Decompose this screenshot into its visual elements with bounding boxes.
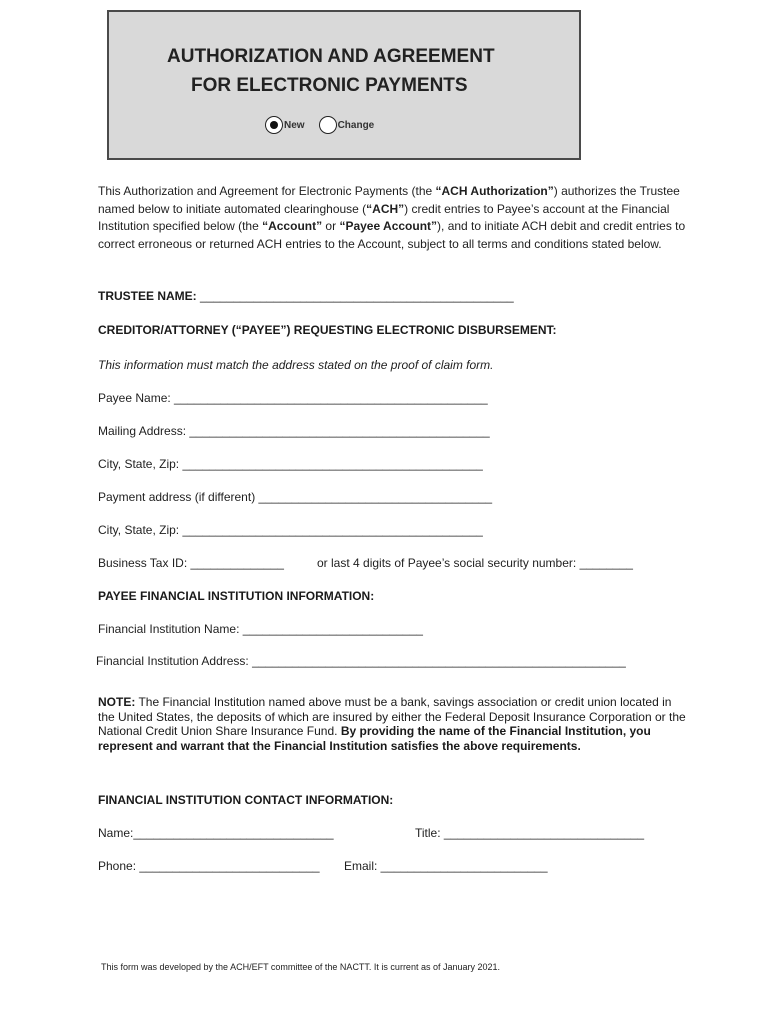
payment-address-field[interactable]: Payment address (if different) ___________________________________ <box>98 490 493 504</box>
contact-phone-field[interactable]: Phone: ___________________________ <box>98 859 320 873</box>
note-text: The Financial Institution named above must be a bank, savings association or credit union located in the United States, the deposits of which are insured by either the Federal Deposit Insurance Corporation or the National Credit Union Share Insurance Fund. <box>98 695 686 738</box>
trustee-name-line[interactable]: _______________________________________________ <box>200 289 514 303</box>
intro-text-3: ) credit entries to Payee’s account at the Financial Institution specified below (the <box>98 201 670 233</box>
intro-paragraph <box>98 183 688 253</box>
payment-city-state-zip-field[interactable]: City, State, Zip: _____________________________________________ <box>98 523 483 537</box>
form-footer: This form was developed by the ACH/EFT committee of the NACTT. It is current as of January 2021. <box>101 962 501 972</box>
business-tax-id-field[interactable]: Business Tax ID: ______________ <box>98 556 284 570</box>
trustee-name-field[interactable] <box>98 289 514 303</box>
note-warranty-text: By providing the name of the Financial Institution, you represent and warrant that the Financial Institution satisfies the above requirements. <box>98 724 651 753</box>
fi-contact-heading: FINANCIAL INSTITUTION CONTACT INFORMATION: <box>98 793 394 807</box>
fi-name-field[interactable]: Financial Institution Name: ___________________________ <box>98 622 423 636</box>
payee-fi-heading: PAYEE FINANCIAL INSTITUTION INFORMATION: <box>98 589 375 603</box>
radio-selected-icon[interactable] <box>265 116 283 134</box>
contact-name-field[interactable]: Name:______________________________ <box>98 826 334 840</box>
fi-address-field[interactable]: Financial Institution Address: ________________________________________________________ <box>96 654 626 668</box>
mailing-address-field[interactable]: Mailing Address: _____________________________________________ <box>98 424 490 438</box>
fi-requirements-note <box>98 695 688 753</box>
trustee-name-label: TRUSTEE NAME: <box>98 289 197 303</box>
intro-text-4: or <box>322 219 340 233</box>
city-state-zip-field[interactable]: City, State, Zip: _____________________________________________ <box>98 457 483 471</box>
intro-text-1: This Authorization and Agreement for Electronic Payments (the <box>98 184 436 198</box>
form-title-line-1: AUTHORIZATION AND AGREEMENT <box>167 46 495 67</box>
radio-option-change[interactable] <box>319 116 375 134</box>
radio-label-change: Change <box>337 119 375 131</box>
contact-title-field[interactable]: Title: ______________________________ <box>415 826 645 840</box>
form-header-box <box>107 10 581 160</box>
radio-unselected-icon[interactable] <box>319 116 337 134</box>
new-change-radio-group <box>265 116 388 134</box>
contact-email-field[interactable]: Email: _________________________ <box>344 859 548 873</box>
intro-term-ach: “ACH” <box>366 201 405 216</box>
note-label: NOTE: <box>98 695 136 709</box>
intro-term-account: “Account” <box>262 219 323 233</box>
payee-name-field[interactable]: Payee Name: _______________________________________________ <box>98 391 488 405</box>
intro-text-2: ) authorizes the Trustee named below to initiate automated clearinghouse ( <box>98 184 680 216</box>
creditor-heading: CREDITOR/ATTORNEY (“PAYEE”) REQUESTING ELECTRONIC DISBURSEMENT: <box>98 323 557 337</box>
radio-option-new[interactable] <box>265 116 305 134</box>
form-title-line-2: FOR ELECTRONIC PAYMENTS <box>191 75 468 96</box>
intro-term-ach-authorization: “ACH Authorization” <box>435 184 554 198</box>
proof-of-claim-note: This information must match the address stated on the proof of claim form. <box>98 358 494 372</box>
ssn-last4-field[interactable]: or last 4 digits of Payee’s social security number: ________ <box>317 556 633 570</box>
intro-text-5: ), and to initiate ACH debit and credit entries to correct erroneous or returned ACH entries to the Account, subject to all terms and conditions stated below. <box>98 219 686 251</box>
intro-term-payee-account: “Payee Account” <box>339 219 438 233</box>
radio-label-new: New <box>284 119 305 131</box>
